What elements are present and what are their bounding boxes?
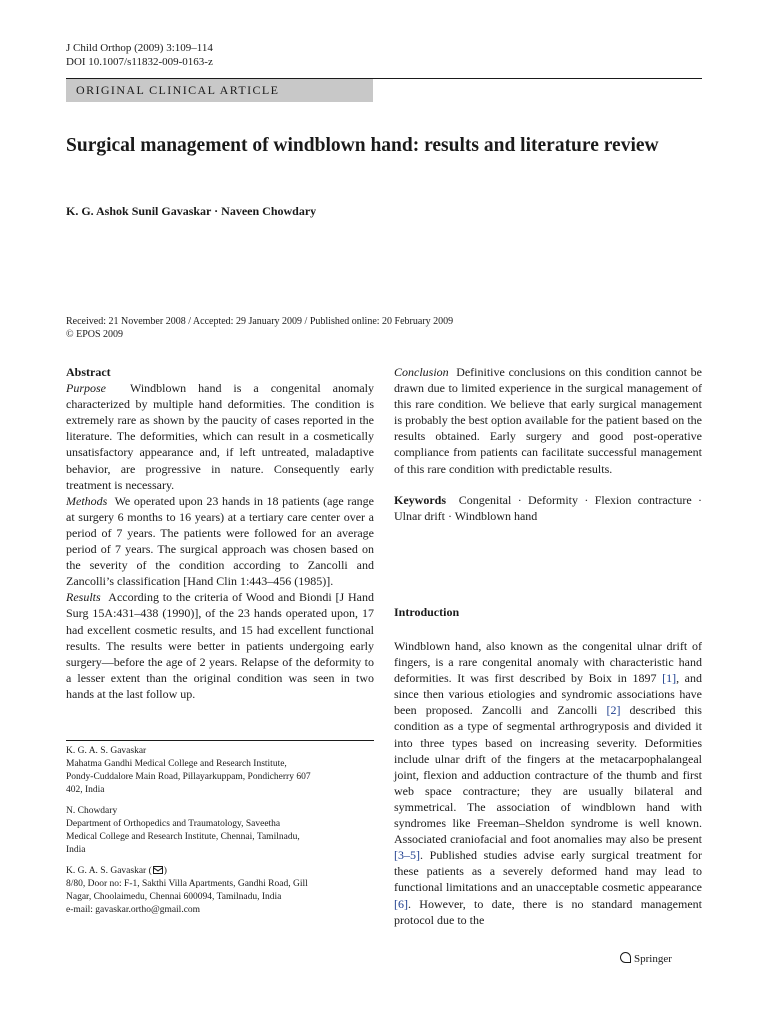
history-dates: Received: 21 November 2008 / Accepted: 29 January 2009 / Published online: 20 February 2009 — [66, 316, 454, 327]
article-type-banner: ORIGINAL CLINICAL ARTICLE — [66, 79, 373, 102]
corresponding-name-text: K. G. A. S. Gavaskar ( — [66, 866, 152, 876]
affiliation-line: Department of Orthopedics and Traumatology, Saveetha — [66, 819, 281, 829]
introduction-heading: Introduction — [394, 605, 460, 619]
abstract-results — [66, 589, 374, 702]
citation-link[interactable]: [6] — [394, 896, 408, 911]
affiliations — [66, 745, 366, 925]
doi[interactable]: DOI 10.1007/s11832-009-0163-z — [66, 56, 213, 68]
affiliation-line: India — [66, 845, 86, 855]
affiliation-line: Pondy-Cuddalore Main Road, Pillayarkuppam, Pondicherry 607 — [66, 772, 311, 782]
corresponding-author — [66, 865, 366, 917]
journal-citation: J Child Orthop (2009) 3:109–114 — [66, 42, 213, 54]
abstract-column-right — [394, 364, 702, 524]
envelope-icon[interactable] — [153, 866, 163, 874]
authors: K. G. Ashok Sunil Gavaskar · Naveen Chowdary — [66, 204, 317, 218]
affiliation-line: Medical College and Research Institute, Chennai, Tamilnadu, — [66, 832, 300, 842]
methods-label: Methods — [66, 493, 108, 508]
abstract-column-left — [66, 364, 374, 702]
corresponding-email[interactable]: e-mail: gavaskar.ortho@gmail.com — [66, 905, 201, 915]
citation-link[interactable]: [1] — [662, 671, 677, 686]
publisher-logo — [620, 952, 672, 965]
affiliation — [66, 745, 366, 797]
copyright: © EPOS 2009 — [66, 329, 124, 340]
results-text: According to the criteria of Wood and Biondi [J Hand Surg 15A:431–438 (1990)], of the 23 hands operated upon, 17 had excellent cosmetic results, and 15 had excellent functional results. The results were better in patients undergoing early surgery—before the age of 2 years. Relapse of the deformity to a lesser extent than the original condition was seen in two hands at the last follow up. — [66, 590, 374, 701]
intro-text: Windblown hand, also known as the congenital ulnar drift of fingers, is a rare congenital anomaly with characteristic hand deformities. It was first described by Boix in 1897 — [394, 639, 702, 686]
purpose-text: Windblown hand is a congenital anomaly characterized by multiple hand deformities. The condition is extremely rare as shown by the paucity of cases reported in the literature. The deformities, which can result in a cosmetically unsatisfactory appearance and, if left untreated, maladaptive behavior, are progressive in nature. Consequently early treatment is necessary. — [66, 381, 375, 492]
article-title: Surgical management of windblown hand: results and literature review — [66, 135, 659, 156]
affiliation-line: 402, India — [66, 785, 105, 795]
intro-text: described this condition as a type of segmental arthrogryposis and divided it into three types based on increasing severity. Deformities include ulnar drift of the fingers at the metacarpophalangeal joint, flexion and adduction contracture of the thumb and first web space contracture; they are usually bilateral and symmetrical. The association of windblown hand with syndromes like Freeman–Sheldon syndrome is well known. Associated craniofacial and foot anomalies may also be present — [394, 703, 702, 847]
keywords-label: Keywords — [394, 492, 446, 507]
results-label: Results — [66, 590, 101, 605]
affiliation-name: K. G. A. S. Gavaskar — [66, 746, 147, 756]
keywords-text: Congenital · Deformity · Flexion contracture · Ulnar drift · Windblown hand — [394, 492, 703, 523]
conclusion-text: Definitive conclusions on this condition cannot be drawn due to limited experience in the surgical management of this rare condition. We believe that early surgical management is probably the best option available for the patient based on the results obtained. Early surgery and good post-operative compliance from patients can facilitate successful management of this rare condition with predictable results. — [394, 365, 702, 476]
corresponding-line: 8/80, Door no: F-1, Sakthi Villa Apartments, Gandhi Road, Gill — [66, 879, 308, 889]
methods-text: We operated upon 23 hands in 18 patients (age range at surgery 6 months to 16 years) at a tertiary care center over a period of 7 years. The patients were followed for an average period of 7 years. The surgical approach was chosen based on the severity of the condition according to Zancolli and Zancolli’s classification [Hand Clin 1:443–456 (1985)]. — [66, 493, 375, 589]
conclusion-label: Conclusion — [394, 365, 449, 379]
introduction-body — [394, 638, 702, 928]
footnote-rule — [66, 740, 374, 741]
abstract-methods — [66, 493, 374, 590]
keywords — [394, 492, 702, 524]
corresponding-name-end: ) — [163, 866, 167, 876]
abstract-purpose — [66, 380, 374, 493]
intro-text: , and since then various etiologies and syndromic associations have been proposed. Zancolli and Zancolli — [394, 671, 703, 718]
abstract-heading: Abstract — [66, 365, 111, 379]
corresponding-name — [66, 865, 366, 878]
corresponding-line: Nagar, Choolaimedu, Chennai 600094, Tamilnadu, India — [66, 892, 282, 902]
journal-header — [66, 41, 213, 69]
citation-link[interactable]: [3–5] — [394, 848, 420, 863]
article-history — [66, 315, 453, 341]
citation-link[interactable]: [2] — [606, 703, 621, 718]
springer-horse-icon — [620, 952, 631, 963]
publisher-name: Springer — [634, 953, 672, 965]
intro-text: . However, to date, there is no standard management protocol due to the — [394, 896, 702, 927]
affiliation — [66, 805, 366, 857]
affiliation-name: N. Chowdary — [66, 806, 118, 816]
intro-text: . Published studies advise early surgical treatment for these patients as a severely deformed hand may lead to functional limitations and an unacceptable cosmetic appearance — [394, 848, 702, 895]
affiliation-line: Mahatma Gandhi Medical College and Research Institute, — [66, 759, 287, 769]
purpose-label: Purpose — [66, 381, 106, 396]
abstract-conclusion — [394, 364, 702, 477]
